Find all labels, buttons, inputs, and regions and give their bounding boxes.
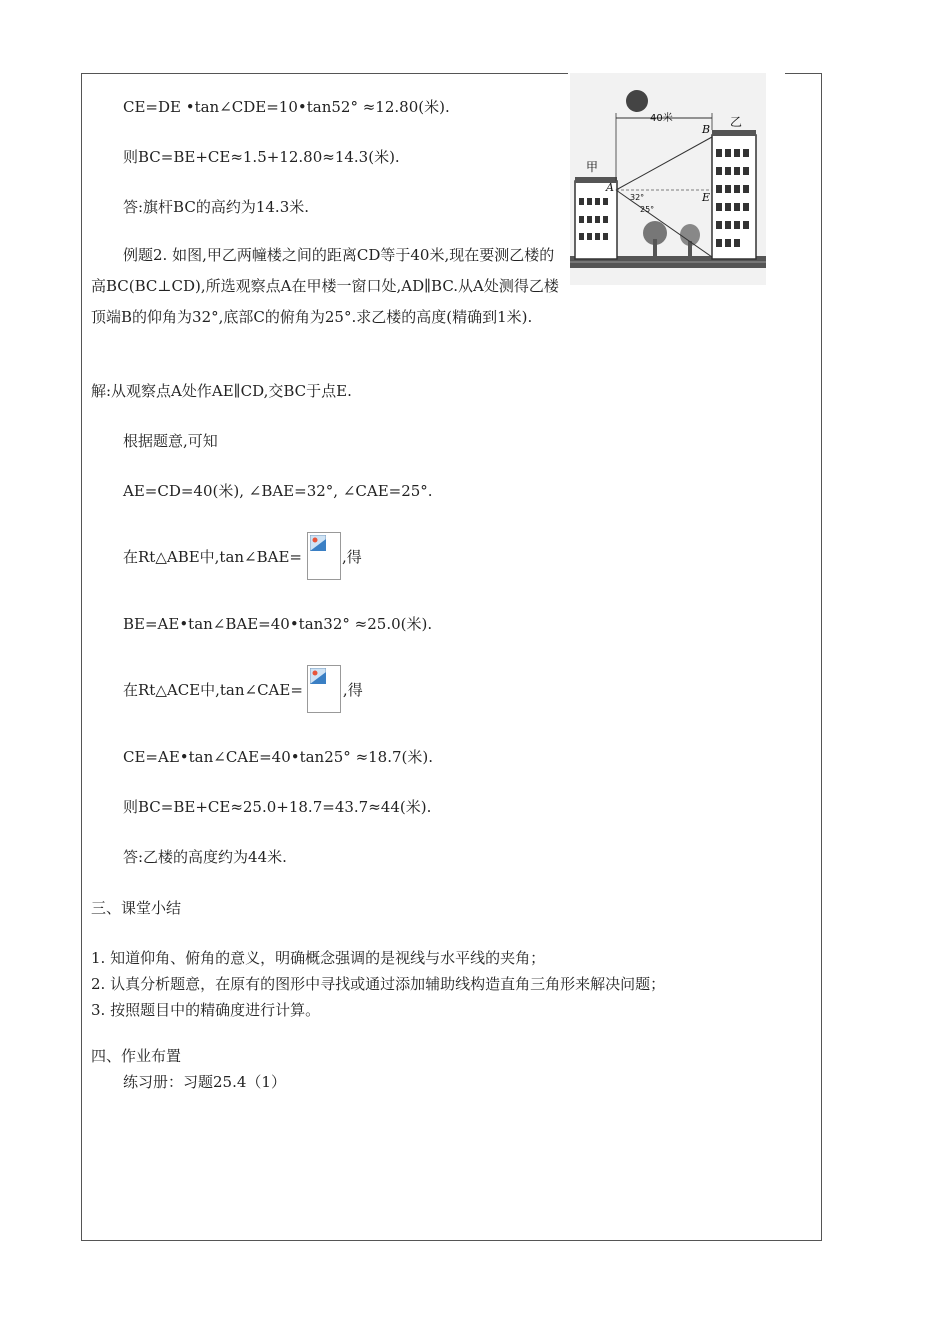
- given-intro: 根据题意,可知: [123, 432, 218, 450]
- bc-formula-line-2: 则BC=BE+CE≈25.0+18.7=43.7≈44(米).: [123, 798, 432, 816]
- summary-item-3: 3. 按照题目中的精确度进行计算。: [91, 1001, 321, 1019]
- distance-label: 40米: [650, 113, 673, 124]
- rt-ace-suffix: ,得: [342, 681, 363, 699]
- point-a-label: A: [606, 181, 614, 194]
- point-e-label: E: [702, 191, 711, 204]
- angle-25-label: 25°: [640, 205, 655, 214]
- given-values: AE=CD=40(米), ∠BAE=32°, ∠CAE=25°.: [123, 482, 433, 500]
- point-b-label: B: [702, 123, 711, 136]
- answer-line-1: 答:旗杆BC的高约为14.3米.: [123, 198, 309, 216]
- bc-formula-line: 则BC=BE+CE≈1.5+12.80≈14.3(米).: [123, 148, 400, 166]
- answer-line-2: 答:乙楼的高度约为44米.: [123, 848, 287, 866]
- rt-ace-prefix: 在Rt△ACE中,tan∠CAE=: [123, 681, 303, 699]
- summary-item-2: 2. 认真分析题意，在原有的图形中寻找或通过添加辅助线构造直角三角形来解决问题；: [91, 975, 666, 993]
- building-diagram: [570, 73, 766, 285]
- example-2-text-part1: [91, 240, 561, 333]
- summary-item-1: 1. 知道仰角、俯角的意义，明确概念强调的是视线与水平线的夹角；: [91, 949, 546, 967]
- rt-abe-prefix: 在Rt△ABE中,tan∠BAE=: [123, 548, 303, 566]
- homework-heading: 四、作业布置: [91, 1047, 182, 1065]
- homework-item: 练习册：习题25.4（1）: [123, 1073, 286, 1091]
- be-formula-line: BE=AE•tan∠BAE=40•tan32° ≈25.0(米).: [123, 615, 433, 633]
- formula-image-icon: [307, 532, 341, 580]
- formula-image-icon-2: [307, 665, 341, 713]
- ce-formula-line: CE=DE •tan∠CDE=10•tan52° ≈12.80(米).: [123, 98, 450, 116]
- building-figure: [570, 72, 766, 285]
- solution-intro: 解:从观察点A处作AE∥CD,交BC于点E.: [91, 382, 352, 400]
- building-left-label: 甲: [586, 160, 599, 174]
- angle-32-label: 32°: [630, 193, 645, 202]
- ce-formula-line-2: CE=AE•tan∠CAE=40•tan25° ≈18.7(米).: [123, 748, 434, 766]
- building-right-label: 乙: [730, 115, 743, 129]
- rt-abe-suffix: ,得: [342, 548, 362, 566]
- example-2-text: 例题2. 如图,甲乙两幢楼之间的距离CD等于40米,现在要测乙楼的高BC(BC⊥CD),所选观察点A在甲楼一窗口处,AD∥BC.从A处测得乙楼顶端B的仰角为32°,底部C的俯角为25°.求乙楼的高度(精确到1米).: [91, 246, 559, 326]
- sun-icon: [626, 90, 648, 112]
- summary-heading: 三、课堂小结: [91, 899, 182, 917]
